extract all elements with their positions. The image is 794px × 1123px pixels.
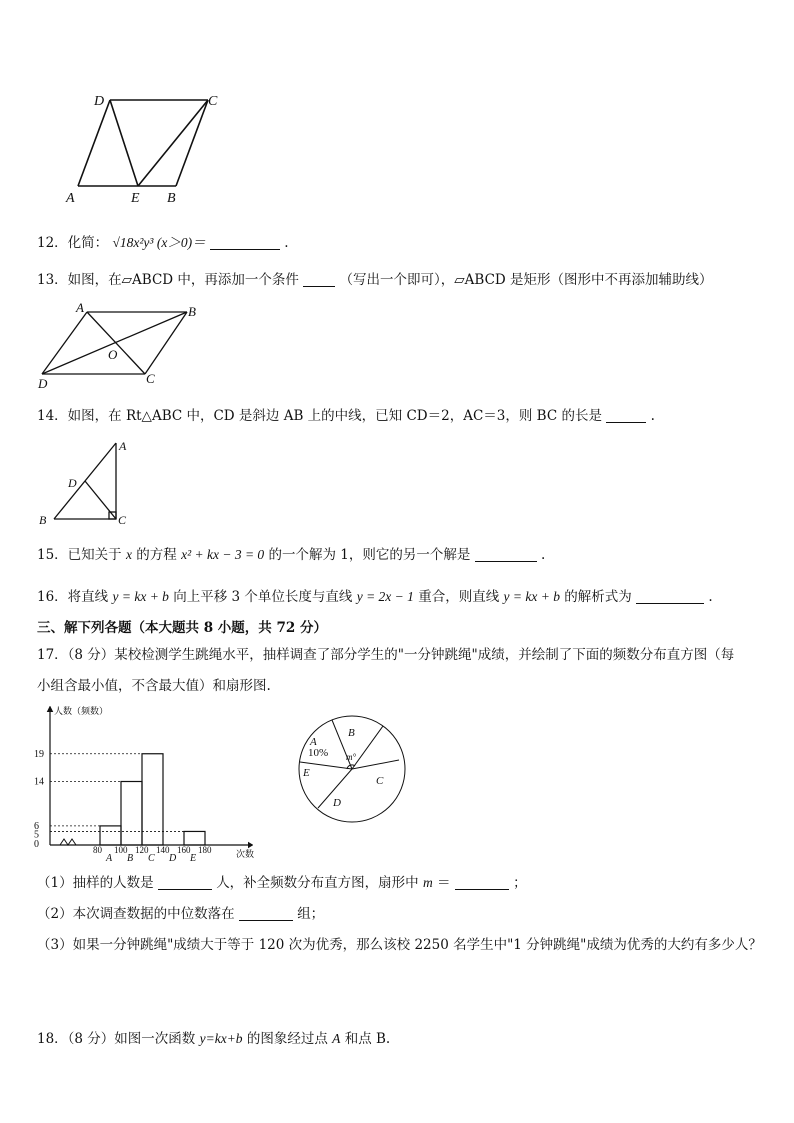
q12-expression: √18x²y³ (x＞0)＝ [112,235,206,250]
label-A: A [66,191,75,206]
question-13: 13．如图，在▱ABCD 中，再添加一个条件 （写出一个即可），▱ABCD 是矩形（图形中不再添加辅助线） [37,272,713,288]
y-tick-label: 0 [34,839,39,850]
pie-label-A-percent: 10% [308,747,329,759]
x-tick-label: 180 [198,845,212,855]
label-D: D [38,376,48,391]
question-17-sub2: （2）本次调查数据的中位数落在 组； [37,906,325,922]
answer-blank-14[interactable] [606,408,646,423]
histogram-bar [121,782,142,846]
label-A: A [119,439,127,453]
category-label: A [106,853,113,864]
section-title: 三、解下列各题（本大题共 8 小题，共 72 分） [37,620,327,636]
figure-q11-parallelogram [30,85,240,210]
y-tick-label: 6 [34,820,39,832]
pie-label-A: A [310,736,317,748]
question-12: 12．化简： √18x²y³ (x＞0)＝ . [37,235,289,251]
question-16: 16．将直线 y = kx + b 向上平移 3 个单位长度与直线 y = 2x − 1 重合，则直线 y = kx + b 的解析式为 . [37,589,713,605]
question-17-sub1: （1）抽样的人数是 人，补全频数分布直方图，扇形中 m ＝ ； [37,875,527,891]
label-C: C [208,94,218,109]
question-17-sub3: （3）如果一分钟跳绳"成绩大于等于 120 次为优秀，那么该校 2250 名学生中"1 分钟跳绳"成绩为优秀的大约有多少人？ [37,937,762,953]
label-C: C [118,513,127,527]
x-tick-label: 100 [114,845,128,855]
label-A: A [76,300,84,315]
category-label: D [169,853,177,864]
answer-blank-16[interactable] [636,589,704,604]
x-tick-label: 120 [135,845,149,855]
pie-label-C: C [376,775,384,787]
answer-blank-15[interactable] [475,547,537,562]
histogram-bar [100,826,121,845]
question-18: 18．（8 分）如图一次函数 y=kx+b 的图象经过点 A 和点 B. [37,1031,391,1047]
figure-q14-right-triangle [35,436,145,530]
category-label: C [148,853,155,864]
label-C: C [146,371,155,386]
y-axis-arrow [47,706,53,712]
label-D: D [94,94,105,109]
label-B: B [167,191,176,206]
answer-blank-17-1[interactable] [158,875,212,890]
pie-label-D: D [333,797,341,809]
axis-break [60,839,76,845]
pie-label-B: B [348,727,355,739]
answer-blank-13[interactable] [303,272,335,287]
x-axis-arrow [248,842,253,848]
question-17-line1: 17．（8 分）某校检测学生跳绳水平，抽样调查了部分学生的"一分钟跳绳"成绩，并绘制了下面的频数分布直方图（每 [37,647,735,663]
answer-blank-17-2[interactable] [239,906,293,921]
category-label: E [190,853,197,864]
histogram-bar [184,831,205,845]
question-17-line2: 小组含最小值，不含最大值）和扇形图. [37,678,271,694]
y-tick-label: 5 [34,829,39,841]
x-tick-label: 140 [156,845,170,855]
answer-blank-12[interactable] [210,235,280,250]
q15-equation: x² + kx − 3 = 0 [181,547,265,562]
y-axis-label: 人数（频数） [54,706,109,716]
question-14: 14．如图，在 Rt△ABC 中，CD 是斜边 AB 上的中线，已知 CD＝2，AC＝3，则 BC 的长是 . [37,408,655,424]
y-tick-label: 19 [34,748,44,760]
answer-blank-17-m[interactable] [455,875,509,890]
figure-q13-parallelogram [30,300,210,392]
pie-label-m: m° [346,752,357,762]
category-label: B [127,853,134,864]
label-B: B [39,513,47,527]
label-B: B [188,304,196,319]
pie-chart [295,712,409,826]
label-O: O [108,347,118,362]
histogram-chart [30,700,270,865]
y-tick-label: 14 [34,776,44,788]
label-D: D [68,476,77,490]
x-tick-label: 160 [177,845,191,855]
x-tick-label: 80 [93,845,102,855]
question-15: 15．已知关于 x 的方程 x² + kx − 3 = 0 的一个解为 1，则它的另一个解是 . [37,547,546,563]
pie-label-E: E [303,767,310,779]
x-axis-label: 次数 [236,849,255,859]
label-E: E [131,191,140,206]
